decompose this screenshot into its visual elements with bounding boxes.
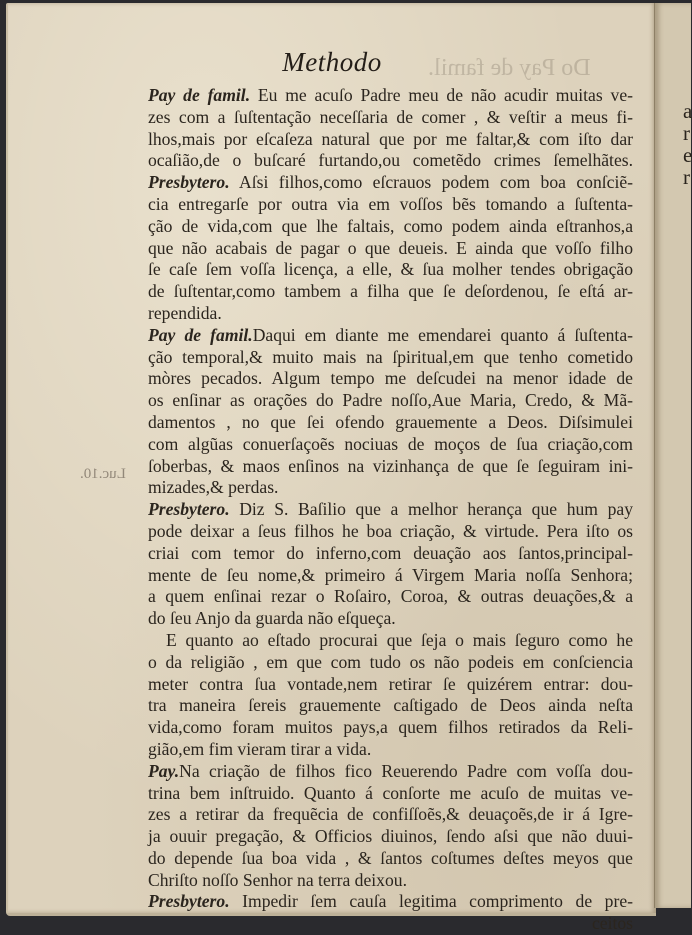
line-text: ocaſião,de o buſcaré furtando,ou cometẽdo crimes ſemelhãtes. (148, 150, 633, 171)
text-line (148, 477, 633, 499)
line-text: ção temporal,& muito mais na ſpiritual,em que tenho cometido (148, 346, 633, 367)
line-text: mizades,& perdas. (148, 477, 279, 498)
text-line (148, 543, 633, 565)
text-line (148, 891, 633, 913)
facing-page-letter: e (683, 143, 692, 167)
text-line (148, 238, 633, 260)
facing-page-letter: a (683, 99, 692, 123)
text-line (148, 129, 633, 151)
line-text: damentos , no que ſei ofendo grauemente a Deos. Diſsimulei (148, 411, 633, 432)
text-line (148, 783, 633, 805)
text-line (148, 194, 633, 216)
text-line (148, 434, 633, 456)
speaker-label: Presbytero. (148, 172, 230, 193)
line-text: trina bem inſtruido. Quanto á conſorte me acuſo de muitas ve- (148, 782, 633, 803)
text-line (148, 674, 633, 696)
text-line (148, 85, 633, 107)
line-text: E quanto ao eſtado procurai que ſeja o mais ſeguro como he (166, 629, 633, 650)
show-through-text: Do Pay de famil. (428, 55, 591, 81)
text-line (148, 303, 633, 325)
text-line (148, 630, 633, 652)
speaker-label: Presbytero. (148, 499, 230, 520)
line-text: ſoberbas, & maos enſinos na vizinhança de que ſe ſeguiram ini- (148, 455, 633, 476)
line-text: Impedir ſem cauſa legitima comprimento de pre- (229, 891, 633, 912)
line-text: com algũas conuerſaçoẽs nociuas de moços de ſua criação,com (148, 433, 633, 454)
line-text: do ſeu Anjo da guarda não eſqueça. (148, 608, 396, 629)
text-line (148, 216, 633, 238)
line-text: que não acabais de pagar o que deueis. E ainda que voſſo filho (148, 237, 633, 258)
line-text: Diz S. Baſilio que a melhor herança que hum pay (229, 499, 633, 520)
text-line (148, 586, 633, 608)
text-line (148, 652, 633, 674)
line-text: gião,em fim vieram tirar a vida. (148, 738, 372, 759)
text-line (148, 172, 633, 194)
text-line (148, 281, 633, 303)
speaker-label: Pay. (148, 760, 180, 781)
line-text: meter contra ſua vontade,nem retirar ſe quizérem entrar: dou- (148, 673, 633, 694)
text-line (148, 739, 633, 761)
line-text: a quem enſinai rezar o Roſairo, Coroa, & outras deuações,& a (148, 586, 633, 607)
line-text: ja ouuir pregação, & Officios diuinos, ſendo aſsi que não duui- (148, 826, 633, 847)
line-text: lhos,mais por eſcaſeza natural que por me faltar,& com iſto dar (148, 128, 633, 149)
speaker-label: Presbytero. (148, 891, 230, 912)
speaker-label: Pay de famil. (148, 324, 253, 345)
text-line (148, 870, 633, 892)
running-head: Methodo (282, 47, 382, 77)
text-line (148, 368, 633, 390)
text-line (148, 390, 633, 412)
text-line (148, 695, 633, 717)
facing-page-letter: r (683, 165, 690, 189)
line-text: mente de ſeu nome,& primeiro á Virgem Maria noſſa Senhora; (148, 564, 633, 585)
line-text: cia entregarſe por outra via em voſſos bẽs tomando a ſuſtenta- (148, 193, 633, 214)
text-line (148, 499, 633, 521)
text-line (148, 804, 633, 826)
line-text: Eu me acuſo Padre meu de não acudir muitas ve- (250, 85, 633, 105)
text-line (148, 259, 633, 281)
line-text: Na criação de filhos fico Reuerendo Padre com voſſa dou- (179, 760, 633, 781)
margin-note-showthrough: Luc.10. (80, 466, 126, 482)
text-line (148, 717, 633, 739)
line-text: rependida. (148, 302, 222, 323)
line-text: tra maneira ſereis grauemente caſtigado de Deos ainda neſta (148, 695, 633, 716)
text-line (148, 325, 633, 347)
line-text: ção de vida,com que lhe faltais, como podem ainda eſtranhos,a (148, 215, 633, 236)
line-text: do depende ſua boa vida , & ſantos coſtumes deſtes meyos que (148, 847, 633, 868)
facing-page-edge (654, 3, 691, 908)
text-line (148, 521, 633, 543)
line-text: Daqui em diante me emendarei quanto á ſuſtenta- (252, 324, 633, 345)
line-text: pode deixar a ſeus filhos he boa criação, & virtude. Pera iſto os (148, 520, 633, 541)
text-line (148, 347, 633, 369)
line-text: os enſinar as orações do Padre noſſo,Aue Maria, Credo, & Mã- (148, 390, 633, 411)
text-line (148, 761, 633, 783)
line-text: ſe caſe ſem voſſa licença, a elle, & ſua molher tendes obrigação (148, 259, 633, 280)
line-text: zes com a ſuſtentação neceſſaria de comer , & veſtir a meus fi- (148, 106, 633, 127)
line-text: zes a retirar da frequẽcia de confiſſoẽs,& deuaçoẽs,de ir á Igre- (148, 804, 633, 825)
catchword: ceitos (591, 913, 633, 934)
text-line (148, 608, 633, 630)
line-text: Chriſto noſſo Senhor na terra deixou. (148, 869, 407, 890)
line-text: Aſsi filhos,como eſcrauos podem com boa conſciẽ- (229, 172, 633, 193)
speaker-label: Pay de famil. (148, 85, 251, 105)
line-text: criai com temor do inferno,com deuação aos ſantos,principal- (148, 542, 633, 563)
book-page (6, 3, 656, 934)
text-line (148, 826, 633, 848)
facing-page-letter: r (683, 121, 690, 145)
page-body-text (148, 85, 633, 935)
text-line (148, 848, 633, 870)
text-line (148, 412, 633, 434)
line-text: mòres pecados. Algum tempo me deſcudei na menor idade de (148, 368, 633, 389)
text-line (148, 150, 633, 172)
text-line (148, 565, 633, 587)
line-text: o da religião , em que com tudo os não podeis em conſciencia (148, 651, 633, 672)
text-line (148, 107, 633, 129)
line-text: de ſuſtentar,como tambem a filha que ſe deſordenou, ſe eſtá ar- (148, 281, 633, 302)
line-text: vida,como foram muitos pays,a quem filhos retirados da Reli- (148, 717, 633, 738)
text-line (148, 456, 633, 478)
